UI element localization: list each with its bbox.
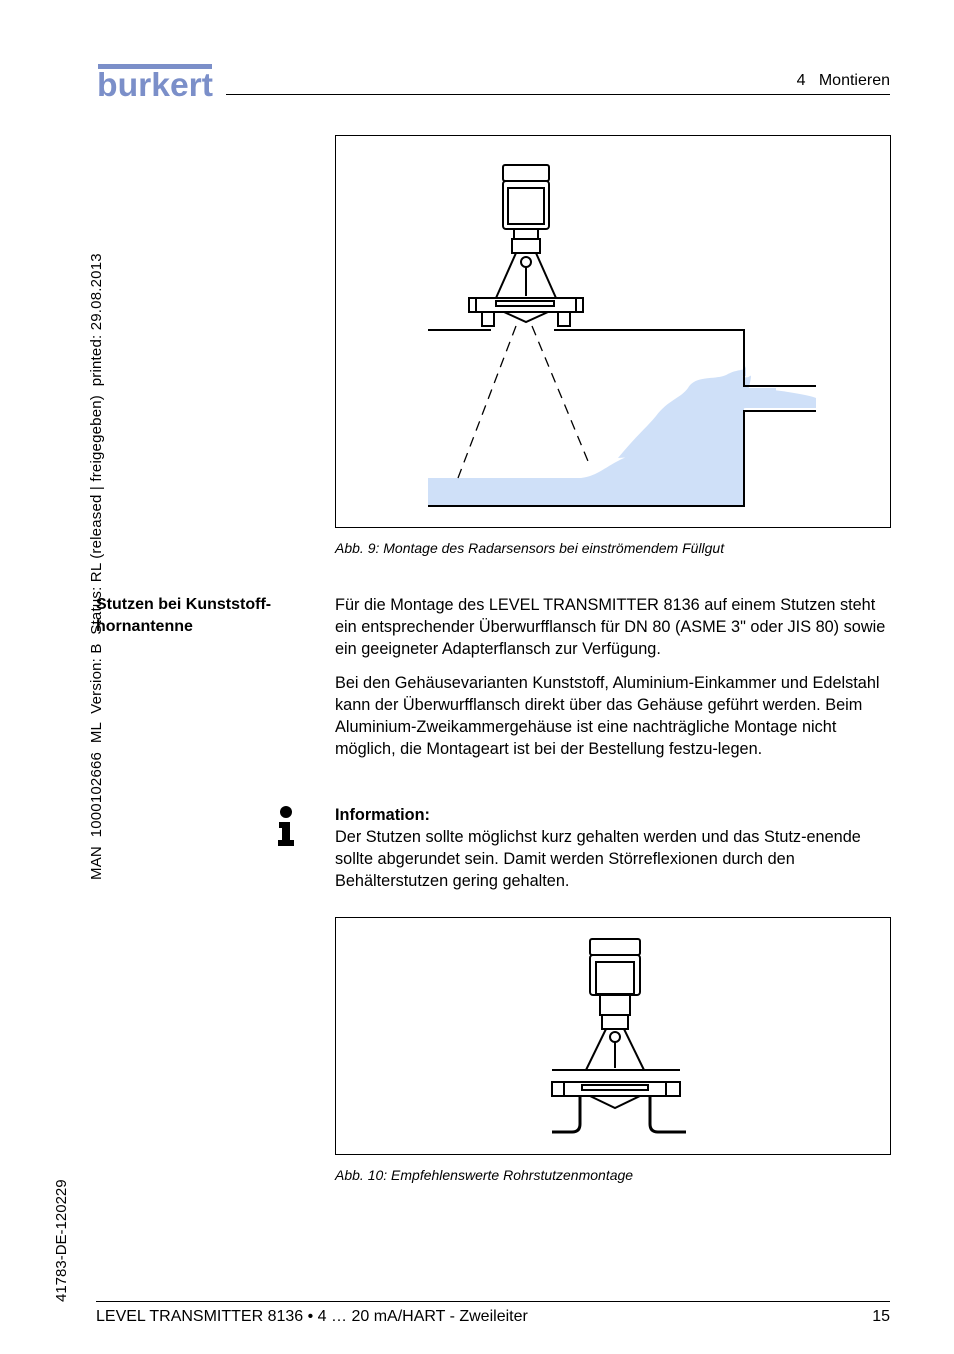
information-text: Der Stutzen sollte möglichst kurz gehalten werden und das Stutz-enende sollte abgerundet sein. Damit werden Störreflexionen durch den Behälterstutzen gering gehalten. bbox=[335, 828, 861, 890]
svg-text:burkert: burkert bbox=[97, 66, 214, 102]
document-info-vertical: MAN 1000102666 ML Version: B Status: RL (released | freigegeben) printed: 29.08.2013 bbox=[88, 253, 105, 880]
document-number-vertical: 41783-DE-120229 bbox=[53, 1179, 70, 1302]
figure-radar-mounting bbox=[335, 135, 891, 528]
burkert-logo bbox=[96, 62, 216, 102]
footer-rule bbox=[96, 1301, 890, 1302]
header-rule bbox=[226, 94, 890, 95]
information-icon bbox=[276, 806, 296, 846]
page-number: 15 bbox=[872, 1308, 890, 1325]
radar-sensor bbox=[469, 165, 583, 326]
section-title: Stutzen bei Kunststoff-hornantenne bbox=[96, 596, 272, 635]
left-nozzle bbox=[552, 1096, 580, 1132]
figure-10-caption: Abb. 10: Empfehlenswerte Rohrstutzenmontage bbox=[335, 1167, 634, 1183]
figure-pipe-nozzle-mounting bbox=[335, 917, 891, 1155]
radar-sensor-tank-diagram bbox=[336, 136, 890, 527]
information-title: Information: bbox=[335, 806, 430, 824]
chapter-heading: 4 Montieren bbox=[796, 72, 890, 89]
paragraph-1: Für die Montage des LEVEL TRANSMITTER 8136 auf einem Stutzen steht ein entsprechender Überwurfflansch für DN 80 (ASME 3" oder JIS 80) sowie ein geeigneter Adapterflansch zur Verfügung. bbox=[335, 596, 886, 658]
right-nozzle bbox=[650, 1096, 686, 1132]
paragraph-2: Bei den Gehäusevarianten Kunststoff, Aluminium-Einkammer und Edelstahl kann der Überwurfflansch direkt über das Gehäuse geführt werden. Beim Aluminium-Zweikammergehäuse ist eine nachträgliche Montage nicht möglich, die Montageart ist bei der Bestellung festzu-legen. bbox=[335, 674, 880, 758]
footer-product-title: LEVEL TRANSMITTER 8136 • 4 … 20 mA/HART - Zweileiter bbox=[96, 1308, 528, 1325]
figure-9-caption: Abb. 9: Montage des Radarsensors bei einströmendem Füllgut bbox=[335, 540, 725, 556]
pipe-nozzle-diagram bbox=[336, 918, 890, 1154]
